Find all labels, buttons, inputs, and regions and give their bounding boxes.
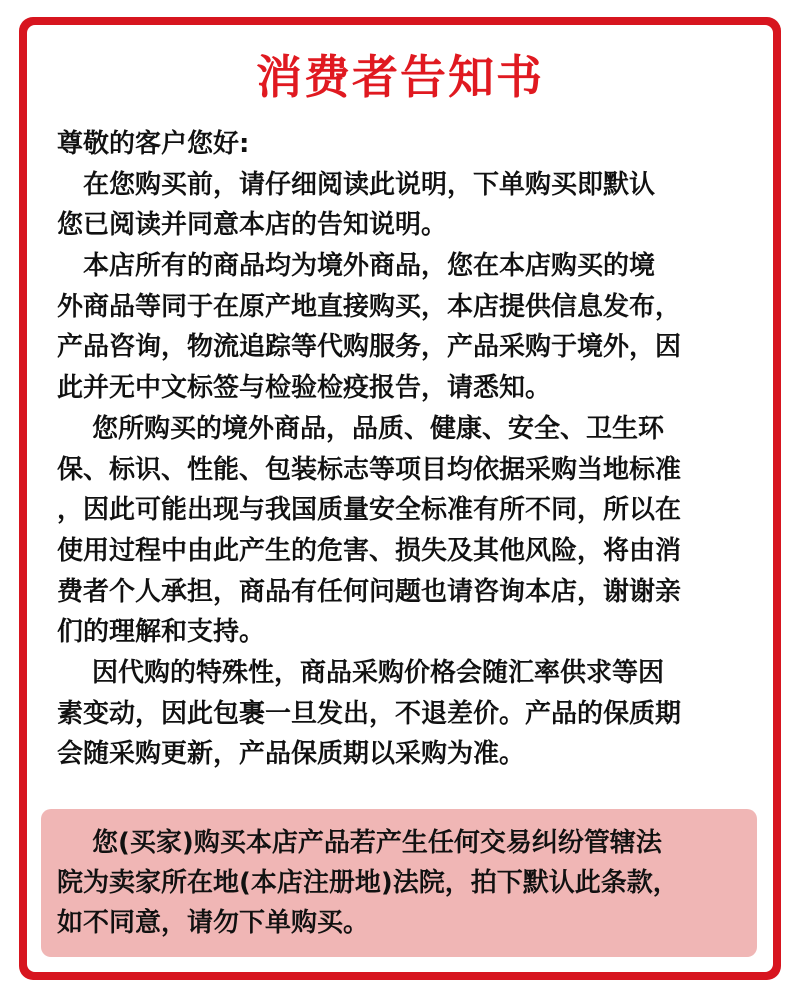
notice-frame [19,17,781,980]
body-line: 们的理解和支持。 [57,617,266,648]
body-line: 此并无中文标签与检验检疫报告，请悉知。 [57,373,552,404]
notice-body [57,124,767,775]
page-title: 消费者告知书 [256,50,544,104]
notice-line: 院为卖家所在地(本店注册地)法院，拍下默认此条款， [57,868,679,898]
body-line: 您已阅读并同意本店的告知说明。 [57,210,448,241]
body-line: 产品咨询，物流追踪等代购服务，产品采购于境外，因 [57,332,682,363]
notice-paper [27,25,773,972]
body-line: 本店所有的商品均为境外商品，您在本店购买的境 [57,251,656,282]
body-line: 在您购买前，请仔细阅读此说明，下单购买即默认 [57,169,656,200]
body-line: 因代购的特殊性，商品采购价格会随汇率供求等因 [57,657,665,688]
body-line: 您所购买的境外商品，品质、健康、安全、卫生环 [57,413,665,444]
body-line: 费者个人承担，商品有任何问题也请咨询本店，谢谢亲 [57,576,682,607]
body-line: ，因此可能出现与我国质量安全标准有所不同，所以在 [57,495,682,526]
body-line: 会随采购更新，产品保质期以采购为准。 [57,739,526,770]
body-line: 使用过程中由此产生的危害、损失及其他风险，将由消 [57,535,682,566]
body-line: 保、标识、性能、包装标志等项目均依据采购当地标准 [57,454,682,485]
body-line: 外商品等同于在原产地直接购买，本店提供信息发布， [57,291,682,322]
notice-line: 如不同意，请勿下单购买。 [57,908,370,938]
greeting-line: 尊敬的客户您好: [57,129,250,159]
jurisdiction-notice-box [41,809,757,957]
body-line: 素变动，因此包裹一旦发出，不退差价。产品的保质期 [57,698,682,729]
notice-line: 您(买家)购买本店产品若产生任何交易纠纷管辖法 [57,828,662,858]
